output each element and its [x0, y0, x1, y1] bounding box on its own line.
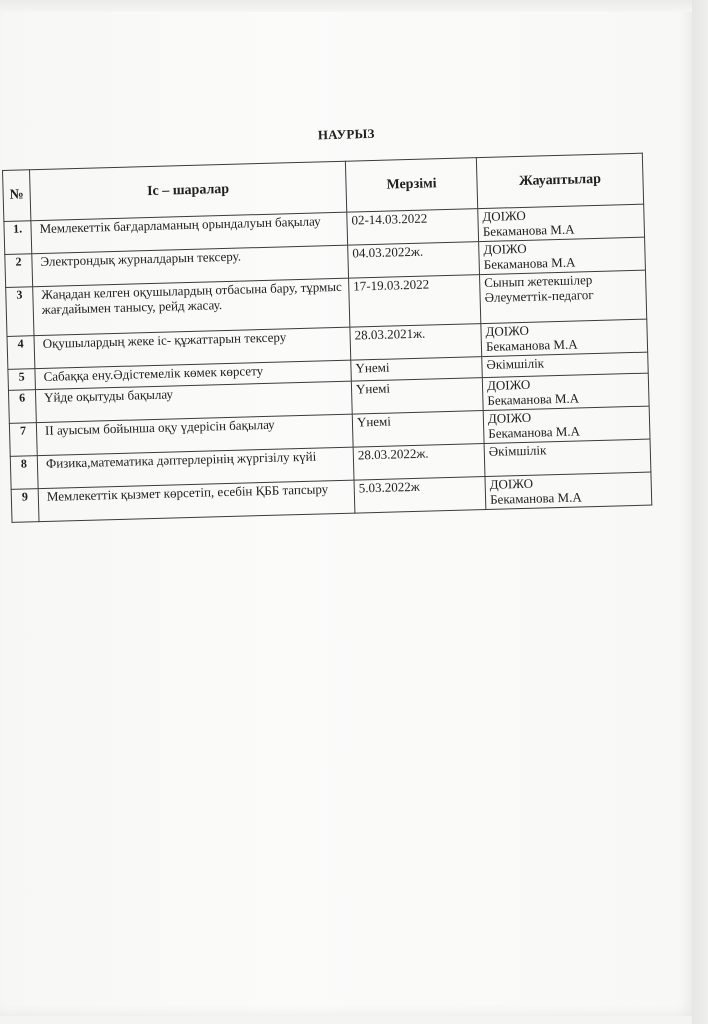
date-cell: 17-19.03.2022	[349, 275, 481, 328]
row-number: 9	[11, 489, 39, 523]
date-cell: 28.03.2021ж.	[350, 324, 482, 361]
responsible-cell	[485, 472, 652, 509]
responsible-person: Әлеуметтік-педагог	[484, 286, 594, 305]
responsible-person: Бекаманова М.А	[487, 390, 580, 408]
responsible-cell	[480, 270, 647, 323]
row-number: 5	[8, 369, 36, 391]
event-cell: Оқушылардың жеке іс- құжаттарын тексеру	[34, 327, 351, 369]
responsible-role: Әкімшілік	[488, 442, 547, 459]
event-cell: Үйде оқытуды бақылау	[35, 381, 352, 423]
responsible-person: Бекаманова М.А	[485, 336, 578, 354]
date-cell: 02-14.03.2022	[347, 209, 479, 246]
responsible-role: Әкімшілік	[486, 355, 545, 372]
number-header: №	[3, 170, 31, 222]
row-number: 4	[7, 336, 35, 370]
responsible-person: Бекаманова М.А	[482, 221, 575, 239]
responsible-cell	[483, 406, 650, 443]
schedule-table-wrapper	[2, 153, 651, 523]
responsible-role: ДОІЖО	[486, 376, 531, 393]
date-cell: Үнемі	[351, 378, 483, 415]
responsible-person: Бекаманова М.А	[489, 488, 582, 507]
date-cell: Үнемі	[351, 357, 483, 382]
event-cell: Физика,математика дәптерлерінің жүргізілу күйі	[37, 447, 354, 489]
event-cell: Мемлекеттік бағдарламаның орындалуын бақылау	[31, 212, 348, 254]
document-title: НАУРЫЗ	[317, 125, 375, 143]
paper-top-fold	[0, 0, 708, 12]
responsible-person: Бекаманова М.А	[483, 254, 576, 272]
responsible-cell	[481, 319, 648, 356]
responsible-role: ДОІЖО	[489, 475, 534, 492]
event-cell: ІІ ауысым бойынша оқу үдерісін бақылау	[36, 414, 353, 456]
paper-right-edge	[692, 0, 708, 1024]
responsible-role: ДОІЖО	[483, 240, 527, 258]
row-number: 2	[5, 254, 33, 288]
responsible-cell	[484, 439, 651, 476]
responsible-role: ДОІЖО	[487, 409, 532, 426]
responsible-cell	[479, 237, 646, 274]
row-number: 6	[8, 390, 36, 424]
date-cell: Үнемі	[352, 411, 484, 448]
row-number: 1.	[4, 221, 32, 255]
event-cell: Электрондық журналдарын тексеру.	[32, 245, 349, 287]
responsible-role: ДОІЖО	[485, 322, 530, 339]
date-cell: 5.03.2022ж	[354, 477, 486, 514]
responsible-cell	[478, 204, 645, 241]
event-header: Іс – шаралар	[30, 161, 347, 221]
row-number: 8	[10, 456, 38, 490]
row-number: 3	[6, 287, 34, 337]
responsible-role: ДОІЖО	[482, 207, 526, 225]
date-cell: 28.03.2022ж.	[353, 444, 485, 481]
event-cell: Сабаққа ену.Әдістемелік көмек көрсету	[35, 360, 351, 390]
event-cell: Жаңадан келген оқушылардың отбасына бару, тұрмыс жағдайымен танысу, рейд жасау.	[33, 278, 350, 336]
event-cell: Мемлекеттік қызмет көрсетіп, есебін ҚББ тапсыру	[38, 480, 355, 522]
row-number: 7	[9, 423, 37, 457]
schedule-table	[2, 153, 652, 523]
date-cell: 04.03.2022ж.	[348, 242, 480, 279]
responsible-person: Бекаманова М.А	[488, 423, 581, 441]
date-header: Мерзімі	[345, 158, 477, 213]
responsible-cell	[482, 373, 649, 410]
responsible-role: Сынып жетекшілер	[484, 272, 593, 290]
responsible-header: Жауаптылар	[476, 153, 643, 208]
